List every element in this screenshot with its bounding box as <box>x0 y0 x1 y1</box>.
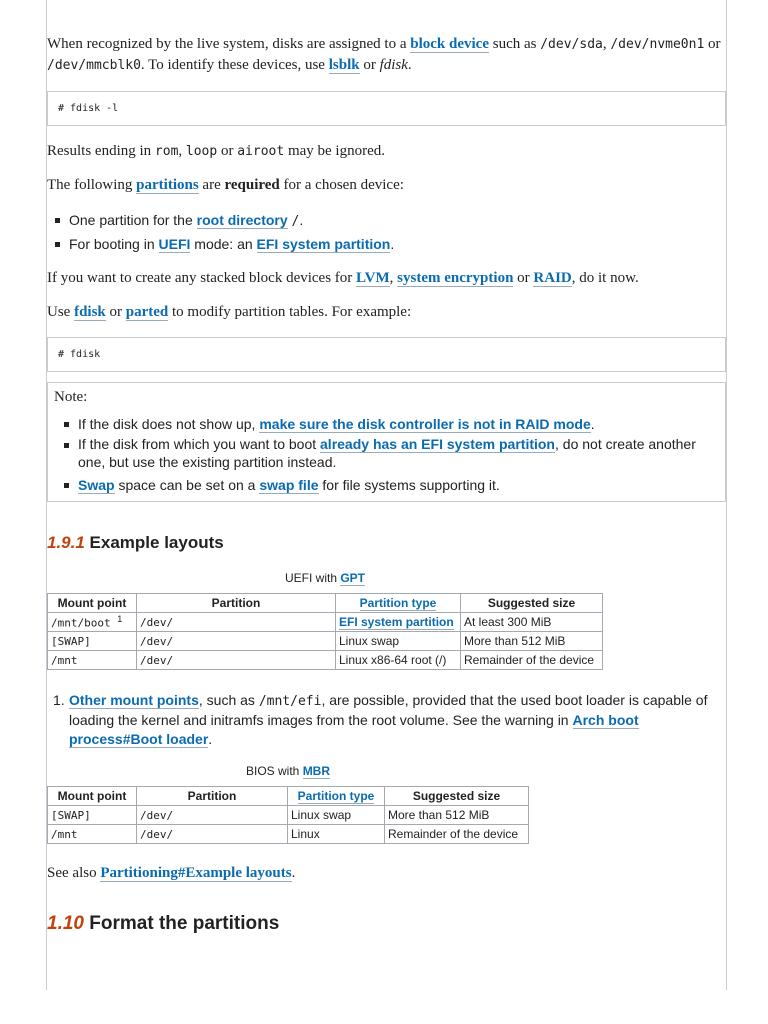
table-cell: Linux x86-64 root (/) <box>336 651 461 670</box>
page-content <box>46 0 727 990</box>
code-block-fdisk <box>47 337 726 372</box>
table-cell: More than 512 MiB <box>461 632 603 651</box>
note-text: space can be set on a <box>118 477 256 493</box>
caption-text: UEFI with <box>284 571 337 585</box>
link-efi-system-partition[interactable]: EFI system partition <box>256 236 391 252</box>
code-dev-mmc: /dev/mmcblk0 <box>47 58 141 73</box>
table-header-row <box>48 594 603 613</box>
table-cell: [SWAP] <box>48 806 137 825</box>
intro-text: When recognized by the live system, disks are assigned to a <box>47 36 407 52</box>
table-header-row <box>48 787 529 806</box>
link-other-mount-points[interactable]: Other mount points <box>69 692 199 708</box>
code-text: # fdisk -l <box>58 103 119 114</box>
list-item <box>53 210 394 232</box>
code-dev-nvme: /dev/nvme0n1 <box>610 37 705 52</box>
table-cell: Linux swap <box>288 806 385 825</box>
section-heading-format-partitions <box>47 913 279 935</box>
table-row <box>48 651 603 670</box>
required-paragraph <box>47 175 404 196</box>
intro-text: or <box>708 36 721 52</box>
note-list <box>52 414 721 495</box>
table-cell: /dev/ <box>137 825 288 844</box>
list-item <box>62 414 721 434</box>
lvm-paragraph <box>47 268 639 289</box>
link-lsblk[interactable]: lsblk <box>328 57 360 73</box>
note-text: for file systems supporting it. <box>322 477 500 493</box>
required-text: The following <box>47 177 133 193</box>
list-item-text: mode: an <box>194 236 253 252</box>
code-block-fdisk-l <box>47 91 726 126</box>
table-cell: Linux swap <box>336 632 461 651</box>
punct: . <box>407 57 412 73</box>
footnote-text: , are possible, provided that the used boot loader is capable of loading the kernel and initramfs images from the root volume. See the warning in <box>69 692 708 728</box>
link-gpt[interactable]: GPT <box>340 571 366 585</box>
footnote-ref[interactable]: 1 <box>117 614 123 625</box>
code-slash: / <box>291 214 300 229</box>
column-header: Partition <box>137 594 336 613</box>
use-text: Use <box>47 304 71 320</box>
footnote-item <box>53 691 713 749</box>
link-swap[interactable]: Swap <box>78 477 115 493</box>
code-text: # fdisk <box>58 349 101 360</box>
punct: , <box>389 270 394 286</box>
link-swap-file[interactable]: swap file <box>259 477 319 493</box>
list-item-text: One partition for the <box>69 212 193 228</box>
use-text: to modify partition tables. For example: <box>172 304 412 320</box>
table-cell: /mnt <box>48 651 137 670</box>
list-item <box>62 435 721 471</box>
table-cell <box>336 613 461 632</box>
caption-text: BIOS with <box>245 764 300 778</box>
note-text: If the disk from which you want to boot <box>78 436 317 452</box>
section-number: 1.9.1 <box>47 533 85 552</box>
lvm-text: or <box>517 270 530 286</box>
code-mnt-efi: /mnt/efi <box>258 694 322 709</box>
results-text: Results ending in <box>47 143 152 159</box>
footnote-number: 1. <box>53 692 65 708</box>
list-item-text: For booting in <box>69 236 155 252</box>
link-parted[interactable]: parted <box>125 304 169 320</box>
section-number: 1.10 <box>47 913 84 934</box>
punct: . <box>390 236 395 252</box>
link-raid[interactable]: RAID <box>533 270 572 286</box>
table-cell: More than 512 MiB <box>385 806 529 825</box>
link-already-efi-partition[interactable]: already has an EFI system partition <box>320 436 555 452</box>
column-header <box>288 787 385 806</box>
code-loop: loop <box>185 144 218 159</box>
table-cell: At least 300 MiB <box>461 613 603 632</box>
link-block-device[interactable]: block device <box>410 36 489 52</box>
use-paragraph <box>47 302 411 323</box>
cell-text: /mnt/boot <box>51 616 111 630</box>
bios-table-caption <box>47 764 529 778</box>
column-header: Mount point <box>48 787 137 806</box>
punct: . <box>590 416 595 432</box>
results-text: may be ignored. <box>287 143 385 159</box>
intro-text: such as <box>492 36 537 52</box>
table-row <box>48 632 603 651</box>
link-lvm[interactable]: LVM <box>356 270 390 286</box>
punct: . <box>208 731 213 747</box>
note-text: If the disk does not show up, <box>78 416 256 432</box>
punct: , <box>602 36 607 52</box>
section-title: Format the partitions <box>89 913 280 934</box>
uefi-layout-table <box>47 593 603 670</box>
table-row <box>48 613 603 632</box>
link-system-encryption[interactable]: system encryption <box>397 270 514 286</box>
table-row <box>48 825 529 844</box>
required-partitions-list <box>47 210 394 254</box>
link-mbr[interactable]: MBR <box>302 764 331 778</box>
required-text: are <box>202 177 221 193</box>
table-cell: Remainder of the device <box>461 651 603 670</box>
footnote-text: , such as <box>198 692 255 708</box>
punct: . <box>291 865 296 881</box>
code-dev-sda: /dev/sda <box>540 37 603 52</box>
link-efi-system-partition-cell[interactable]: EFI system partition <box>339 615 454 629</box>
table-cell <box>48 613 137 632</box>
column-header: Partition <box>137 787 288 806</box>
link-partitioning-example-layouts[interactable]: Partitioning#Example layouts <box>100 865 292 881</box>
column-header: Suggested size <box>385 787 529 806</box>
table-cell: /dev/ <box>137 632 336 651</box>
fdisk-emphasis: fdisk <box>379 57 408 73</box>
link-arch-boot-process[interactable]: Arch boot process#Boot loader <box>69 712 639 747</box>
note-box <box>47 382 726 502</box>
link-uefi[interactable]: UEFI <box>158 236 191 252</box>
table-cell: /mnt <box>48 825 137 844</box>
list-item <box>62 475 721 495</box>
results-text: or <box>220 143 234 159</box>
footnote-list <box>47 691 713 749</box>
required-text: for a chosen device: <box>283 177 404 193</box>
punct: , <box>178 143 183 159</box>
table-cell: [SWAP] <box>48 632 137 651</box>
table-cell: /dev/ <box>137 806 288 825</box>
intro-paragraph <box>47 34 726 76</box>
link-partitions[interactable]: partitions <box>136 177 199 193</box>
column-header: Mount point <box>48 594 137 613</box>
use-text: or <box>109 304 123 320</box>
link-partition-type[interactable]: Partition type <box>359 596 437 610</box>
bios-layout-table <box>47 786 529 844</box>
code-rom: rom <box>154 144 179 159</box>
link-fdisk[interactable]: fdisk <box>74 304 106 320</box>
column-header: Suggested size <box>461 594 603 613</box>
section-heading-example-layouts <box>47 533 224 553</box>
link-raid-mode[interactable]: make sure the disk controller is not in RAID mode <box>259 416 591 432</box>
column-header <box>336 594 461 613</box>
see-also-text: See also <box>47 865 97 881</box>
lvm-text: If you want to create any stacked block devices for <box>47 270 353 286</box>
table-cell: /dev/ <box>137 613 336 632</box>
link-partition-type[interactable]: Partition type <box>297 789 375 803</box>
required-bold: required <box>224 177 280 193</box>
table-cell: /dev/ <box>137 651 336 670</box>
results-paragraph <box>47 141 385 162</box>
see-also-paragraph <box>47 863 295 884</box>
uefi-table-caption <box>47 571 603 585</box>
section-title: Example layouts <box>89 533 224 552</box>
note-title: Note: <box>54 389 88 405</box>
code-airoot: airoot <box>237 144 285 159</box>
punct: . <box>299 212 304 228</box>
table-cell: Linux <box>288 825 385 844</box>
note-text: , do not create another one, but use the existing partition instead. <box>78 436 696 470</box>
table-row <box>48 806 529 825</box>
lvm-text: , do it now. <box>571 270 639 286</box>
intro-text: . To identify these devices, use <box>140 57 325 73</box>
list-item <box>53 234 394 254</box>
link-root-directory[interactable]: root directory <box>196 212 288 228</box>
table-cell: Remainder of the device <box>385 825 529 844</box>
intro-text: or <box>363 57 376 73</box>
